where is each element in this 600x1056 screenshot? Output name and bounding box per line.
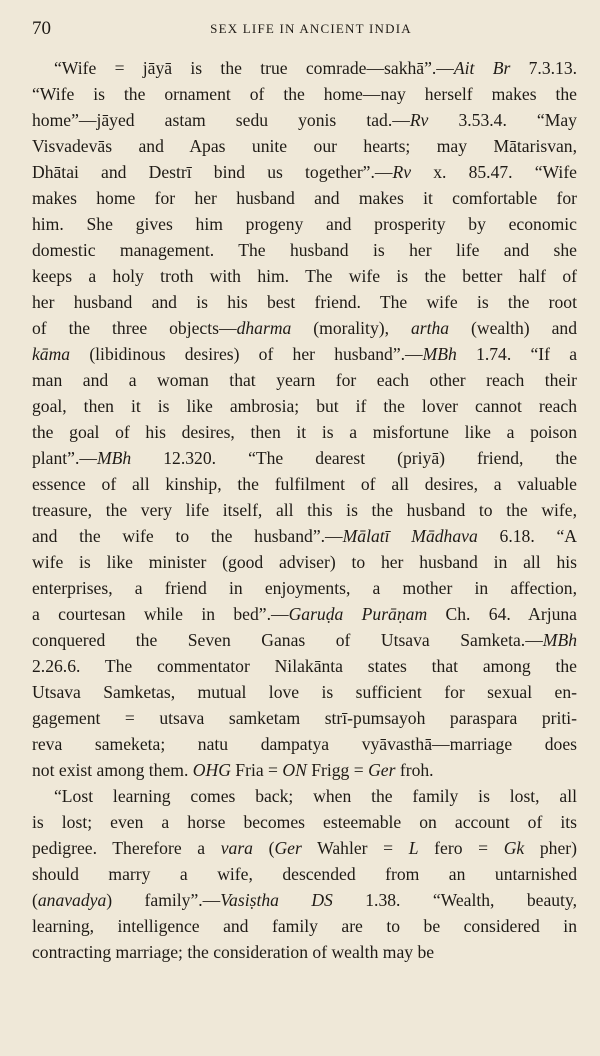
text-line — [32, 887, 577, 913]
text-run: reva sameketa; natu dampatya vyāvasthā—marriage does — [32, 734, 577, 754]
text-line — [32, 237, 577, 263]
text-line — [32, 835, 577, 861]
text-line — [32, 289, 577, 315]
text-line — [32, 159, 577, 185]
text-line — [32, 913, 577, 939]
text-run: Frigg = — [306, 760, 369, 780]
text-run: (libidinous desires) of her husband”.— — [70, 344, 423, 364]
text-run: wife is like minister (good adviser) to her husband in all his — [32, 552, 577, 572]
text-run: enterprises, a friend in enjoyments, a mother in affection, — [32, 578, 577, 598]
text-run: essence of all kinship, the fulfilment of all desires, a valuable — [32, 474, 577, 494]
text-line — [32, 601, 577, 627]
italic-text: artha — [410, 318, 450, 338]
text-line — [32, 133, 577, 159]
text-run: and the wife to the husband”.— — [32, 526, 343, 546]
text-line — [32, 575, 577, 601]
text-run: Visvadevās and Apas unite our hearts; may Mātarisvan, — [32, 136, 577, 156]
text-line — [32, 81, 577, 107]
text-line — [32, 861, 577, 887]
text-run: 1.38. “Wealth, beauty, — [332, 890, 578, 910]
italic-text: Rv — [409, 110, 429, 130]
text-run: 2.26.6. The commentator Nilakānta states that among the — [32, 656, 577, 676]
text-line — [32, 627, 577, 653]
text-run: goal, then it is like ambrosia; but if the lover cannot reach — [32, 396, 577, 416]
text-run: not exist among them. — [32, 760, 193, 780]
paragraph — [32, 55, 577, 783]
text-line — [32, 653, 577, 679]
text-run: him. She gives him progeny and prosperity by economic — [32, 214, 577, 234]
italic-text: anavadya — [37, 890, 107, 910]
text-run: fero = — [418, 838, 504, 858]
italic-text: vara — [220, 838, 253, 858]
italic-text: ON — [282, 760, 307, 780]
text-run: Ch. 64. Arjuna — [427, 604, 577, 624]
body-text — [32, 55, 577, 965]
text-run: ( — [32, 890, 38, 910]
paragraph — [32, 783, 577, 965]
italic-text: MBh — [542, 630, 577, 650]
text-run: conquered the Seven Ganas of Utsava Samketa.— — [32, 630, 543, 650]
italic-text: Ger — [368, 760, 396, 780]
text-line — [32, 939, 577, 965]
text-run: man and a woman that yearn for each other reach their — [32, 370, 577, 390]
text-line — [32, 783, 577, 809]
text-line — [32, 107, 577, 133]
text-line — [32, 393, 577, 419]
text-line — [32, 549, 577, 575]
text-run: domestic management. The husband is her life and she — [32, 240, 577, 260]
text-run: 7.3.13. — [510, 58, 578, 78]
text-line — [32, 263, 577, 289]
text-run: keeps a holy troth with him. The wife is the better half of — [32, 266, 577, 286]
text-line — [32, 471, 577, 497]
text-line — [32, 679, 577, 705]
italic-text: dharma — [236, 318, 292, 338]
text-run: “Wife = jāyā is the true comrade—sakhā”.— — [54, 58, 454, 78]
text-run: (morality), — [291, 318, 411, 338]
text-run: pher) — [524, 838, 577, 858]
text-run: her husband and is his best friend. The wife is the root — [32, 292, 577, 312]
text-line — [32, 809, 577, 835]
text-run: x. 85.47. “Wife — [411, 162, 577, 182]
text-line — [32, 497, 577, 523]
text-line — [32, 315, 577, 341]
italic-text: L — [408, 838, 419, 858]
italic-text: Garuḍa Purāṇam — [288, 604, 428, 624]
italic-text: Ait Br — [453, 58, 511, 78]
italic-text: Rv — [392, 162, 412, 182]
text-line — [32, 731, 577, 757]
text-line — [32, 55, 577, 81]
running-head: SEX LIFE IN ANCIENT INDIA — [210, 21, 412, 36]
text-run: contracting marriage; the consideration of wealth may be — [32, 942, 435, 962]
text-run: 6.18. “A — [477, 526, 578, 546]
text-run: Fria = — [230, 760, 283, 780]
text-run: gagement = utsava samketam strī-pumsayoh paraspara priti- — [32, 708, 577, 728]
text-run: learning, intelligence and family are to be considered in — [32, 916, 577, 936]
italic-text: Mālatī Mādhava — [342, 526, 478, 546]
text-line — [32, 419, 577, 445]
text-run: Dhātai and Destrī bind us together”.— — [32, 162, 393, 182]
text-run: “Lost learning comes back; when the family is lost, all — [54, 786, 577, 806]
text-run: froh. — [395, 760, 434, 780]
text-run: “Wife is the ornament of the home—nay herself makes the — [32, 84, 577, 104]
page-number: 70 — [32, 18, 51, 39]
text-run: 12.320. “The dearest (priyā) friend, the — [131, 448, 577, 468]
text-run: is lost; even a horse becomes esteemable on account of its — [32, 812, 577, 832]
text-run: (wealth) and — [449, 318, 577, 338]
text-run: Wahler = — [301, 838, 409, 858]
italic-text: MBh — [96, 448, 132, 468]
text-run: the goal of his desires, then it is a misfortune like a poison — [32, 422, 577, 442]
italic-text: Vasiṣtha DS — [220, 890, 333, 910]
text-line — [32, 445, 577, 471]
italic-text: kāma — [32, 344, 71, 364]
italic-text: Ger — [274, 838, 302, 858]
text-run: treasure, the very life itself, all this is the husband to the wife, — [32, 500, 577, 520]
italic-text: Gk — [503, 838, 525, 858]
text-run: plant”.— — [32, 448, 97, 468]
text-line — [32, 367, 577, 393]
italic-text: MBh — [422, 344, 457, 364]
text-run: of the three objects— — [32, 318, 237, 338]
text-line — [32, 185, 577, 211]
text-run: a courtesan while in bed”.— — [32, 604, 289, 624]
page-header — [32, 18, 580, 42]
text-line — [32, 211, 577, 237]
italic-text: OHG — [192, 760, 231, 780]
text-run: 3.53.4. “May — [428, 110, 577, 130]
text-run: 1.74. “If a — [456, 344, 577, 364]
text-run: makes home for her husband and makes it comfortable for — [32, 188, 577, 208]
text-run: pedigree. Therefore a — [32, 838, 221, 858]
text-line — [32, 341, 577, 367]
text-line — [32, 705, 577, 731]
text-run: home”—jāyed astam sedu yonis tad.— — [32, 110, 410, 130]
text-run: ) family”.— — [106, 890, 221, 910]
text-line — [32, 757, 577, 783]
text-line — [32, 523, 577, 549]
text-run: should marry a wife, descended from an untarnished — [32, 864, 577, 884]
text-run: ( — [252, 838, 275, 858]
text-run: Utsava Samketas, mutual love is sufficient for sexual en- — [32, 682, 577, 702]
